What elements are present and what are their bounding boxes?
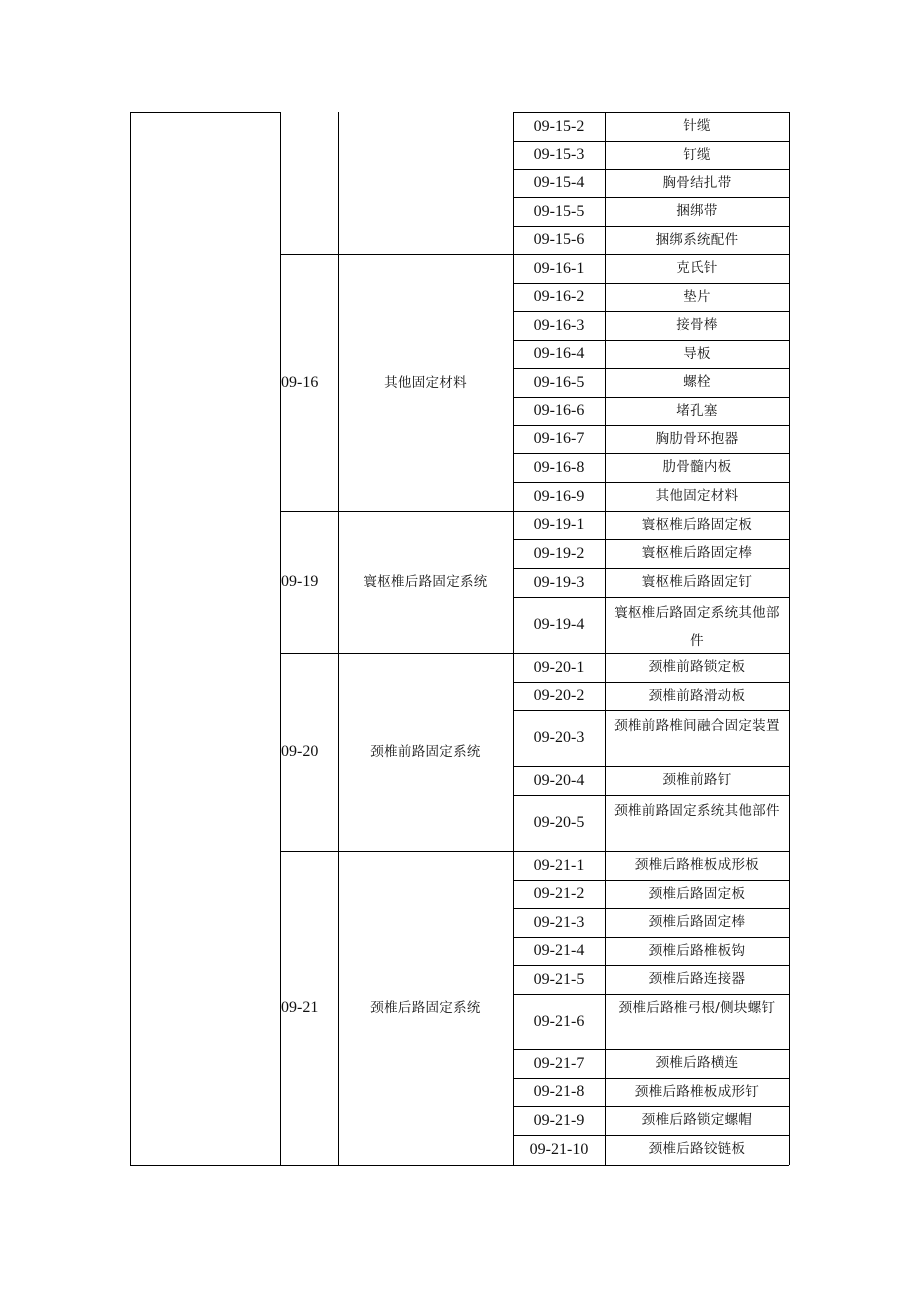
item-name: 钉缆: [683, 147, 711, 163]
item-code: 09-21-8: [533, 1083, 585, 1100]
item-code: 09-21-3: [533, 913, 585, 931]
item-code: 09-21-2: [533, 885, 585, 902]
item-name: 螺栓: [683, 374, 711, 390]
item-name: 肋骨髓内板: [662, 459, 732, 475]
group-separator: [280, 254, 513, 255]
group-name: 颈椎前路固定系统: [370, 744, 481, 760]
item-code: 09-19-3: [533, 573, 585, 591]
table-bottom-border: [130, 1165, 513, 1166]
row-separator: [513, 197, 789, 198]
item-code: 09-20-5: [533, 814, 585, 831]
row-separator: [513, 169, 789, 170]
item-name: 颈椎后路铰链板: [648, 1141, 746, 1157]
row-separator: [513, 851, 789, 852]
row-separator: [513, 568, 789, 569]
item-name: 颈椎前路固定系统其他部件: [614, 803, 780, 819]
row-separator: [513, 994, 789, 995]
group-separator: [280, 511, 513, 512]
group-code: 09-21: [281, 999, 319, 1016]
item-code: 09-21-9: [533, 1111, 585, 1129]
item-code: 09-15-3: [533, 146, 585, 163]
item-code: 09-16-8: [533, 458, 585, 476]
item-code: 09-21-6: [533, 1012, 585, 1030]
item-code: 09-20-3: [533, 729, 585, 746]
row-separator: [513, 397, 789, 398]
row-separator: [513, 283, 789, 284]
item-code: 09-16-9: [533, 487, 585, 505]
item-code: 09-16-3: [533, 316, 585, 334]
group-code: 09-20: [281, 743, 319, 760]
item-name: 其他固定材料: [655, 488, 739, 504]
row-separator: [513, 937, 789, 938]
row-separator: [513, 965, 789, 966]
row-separator: [513, 597, 789, 598]
group-name: 寰枢椎后路固定系统: [363, 574, 488, 590]
item-name: 颈椎前路钉: [662, 772, 732, 788]
item-code: 09-15-4: [533, 174, 585, 191]
row-separator: [513, 766, 789, 767]
row-separator: [513, 682, 789, 683]
item-name: 接骨棒: [676, 317, 718, 333]
item-code: 09-21-7: [533, 1054, 585, 1072]
item-name: 针缆: [683, 118, 711, 134]
item-name: 颈椎前路锁定板: [648, 659, 746, 675]
item-code: 09-21-1: [533, 856, 585, 874]
row-separator: [513, 112, 789, 113]
row-separator: [513, 795, 789, 796]
item-code: 09-19-1: [533, 516, 585, 533]
item-code: 09-19-4: [533, 616, 585, 633]
item-name: 颈椎后路连接器: [648, 971, 746, 987]
row-separator: [513, 710, 789, 711]
item-name: 捆绑带: [676, 203, 718, 219]
item-code: 09-20-1: [533, 658, 585, 676]
item-name: 颈椎前路滑动板: [648, 688, 746, 704]
group-name: 颈椎后路固定系统: [370, 1000, 481, 1016]
item-code: 09-16-4: [533, 345, 585, 362]
row-separator: [513, 453, 789, 454]
item-name: 导板: [683, 346, 711, 362]
item-name: 颈椎后路椎板钩: [648, 943, 746, 959]
item-code: 09-16-5: [533, 373, 585, 391]
row-separator: [513, 1078, 789, 1079]
item-name: 寰枢椎后路固定钉: [641, 574, 753, 590]
group-code: 09-19: [281, 573, 319, 590]
row-separator: [513, 1135, 789, 1136]
group-separator: [280, 653, 513, 654]
item-code: 09-21-5: [533, 970, 585, 988]
row-separator: [513, 311, 789, 312]
group-separator: [280, 851, 513, 852]
group-name: 其他固定材料: [384, 374, 467, 391]
item-name: 寰枢椎后路固定系统其他部件: [614, 605, 780, 649]
item-name: 垫片: [683, 289, 711, 305]
row-separator: [513, 908, 789, 909]
item-name: 颈椎后路横连: [655, 1055, 739, 1071]
row-separator: [513, 1106, 789, 1107]
item-code: 09-20-4: [533, 771, 585, 789]
group-code: 09-16: [281, 373, 319, 391]
row-separator: [513, 254, 789, 255]
item-name: 颈椎后路椎板成形板: [634, 857, 760, 873]
row-separator: [513, 1165, 789, 1166]
item-code: 09-16-2: [533, 288, 585, 305]
item-name: 颈椎前路椎间融合固定装置: [614, 718, 780, 734]
row-separator: [513, 482, 789, 483]
item-name: 寰枢椎后路固定棒: [641, 545, 753, 561]
column-line-6: [789, 112, 790, 1165]
item-code: 09-19-2: [533, 544, 585, 562]
item-name: 颈椎后路椎板成形钉: [634, 1084, 760, 1100]
item-code: 09-16-1: [533, 259, 585, 277]
item-name: 堵孔塞: [676, 403, 718, 419]
item-name: 寰枢椎后路固定板: [641, 517, 753, 533]
item-name: 颈椎后路椎弓根/侧块螺钉: [618, 1000, 776, 1016]
row-separator: [513, 226, 789, 227]
item-name: 颈椎后路固定板: [648, 886, 746, 902]
item-code: 09-15-5: [533, 202, 585, 220]
table-top-border: [130, 112, 280, 113]
row-separator: [513, 511, 789, 512]
row-separator: [513, 880, 789, 881]
row-separator: [513, 368, 789, 369]
item-name: 胸骨结扎带: [662, 175, 732, 191]
item-code: 09-16-7: [533, 430, 585, 447]
item-code: 09-21-10: [529, 1141, 589, 1158]
item-code: 09-16-6: [533, 402, 585, 419]
item-code: 09-21-4: [533, 942, 585, 959]
item-name: 颈椎后路固定棒: [648, 914, 746, 930]
column-line-1: [130, 112, 131, 1165]
item-code: 09-15-6: [533, 231, 585, 248]
row-separator: [513, 141, 789, 142]
item-name: 捆绑系统配件: [655, 232, 739, 248]
item-name: 克氏针: [676, 260, 718, 276]
item-code: 09-15-2: [533, 117, 585, 135]
row-separator: [513, 340, 789, 341]
item-name: 颈椎后路锁定螺帽: [641, 1112, 753, 1128]
row-separator: [513, 425, 789, 426]
row-separator: [513, 539, 789, 540]
row-separator: [513, 1049, 789, 1050]
item-name: 胸肋骨环抱器: [655, 431, 739, 447]
item-code: 09-20-2: [533, 687, 585, 704]
